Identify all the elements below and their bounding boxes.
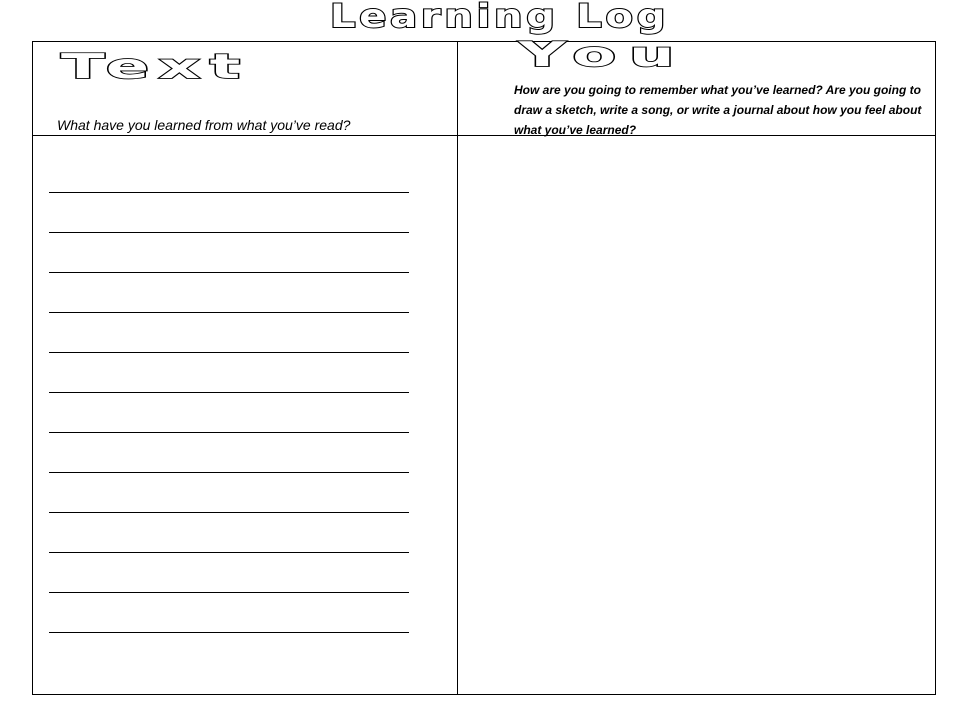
writing-line[interactable] <box>49 272 409 273</box>
page-title: Learning Log <box>330 0 670 35</box>
writing-line[interactable] <box>49 552 409 553</box>
text-column-heading: Text <box>61 47 250 87</box>
writing-line[interactable] <box>49 352 409 353</box>
you-column-prompt: How are you going to remember what you’ve learned? Are you going to draw a sketch, write a song, or write a journal about how you feel about what you’ve learned? <box>514 83 922 137</box>
learning-log-table <box>32 35 936 695</box>
writing-line[interactable] <box>49 592 409 593</box>
writing-line[interactable] <box>49 392 409 393</box>
text-column-prompt: What have you learned from what you’ve read? <box>57 117 351 133</box>
writing-line[interactable] <box>49 472 409 473</box>
writing-line[interactable] <box>49 432 409 433</box>
writing-line[interactable] <box>49 632 409 633</box>
writing-line[interactable] <box>49 192 409 193</box>
writing-line[interactable] <box>49 232 409 233</box>
you-column-heading: You <box>519 35 688 75</box>
writing-line[interactable] <box>49 312 409 313</box>
writing-line[interactable] <box>49 512 409 513</box>
you-answer-area[interactable] <box>458 136 935 694</box>
